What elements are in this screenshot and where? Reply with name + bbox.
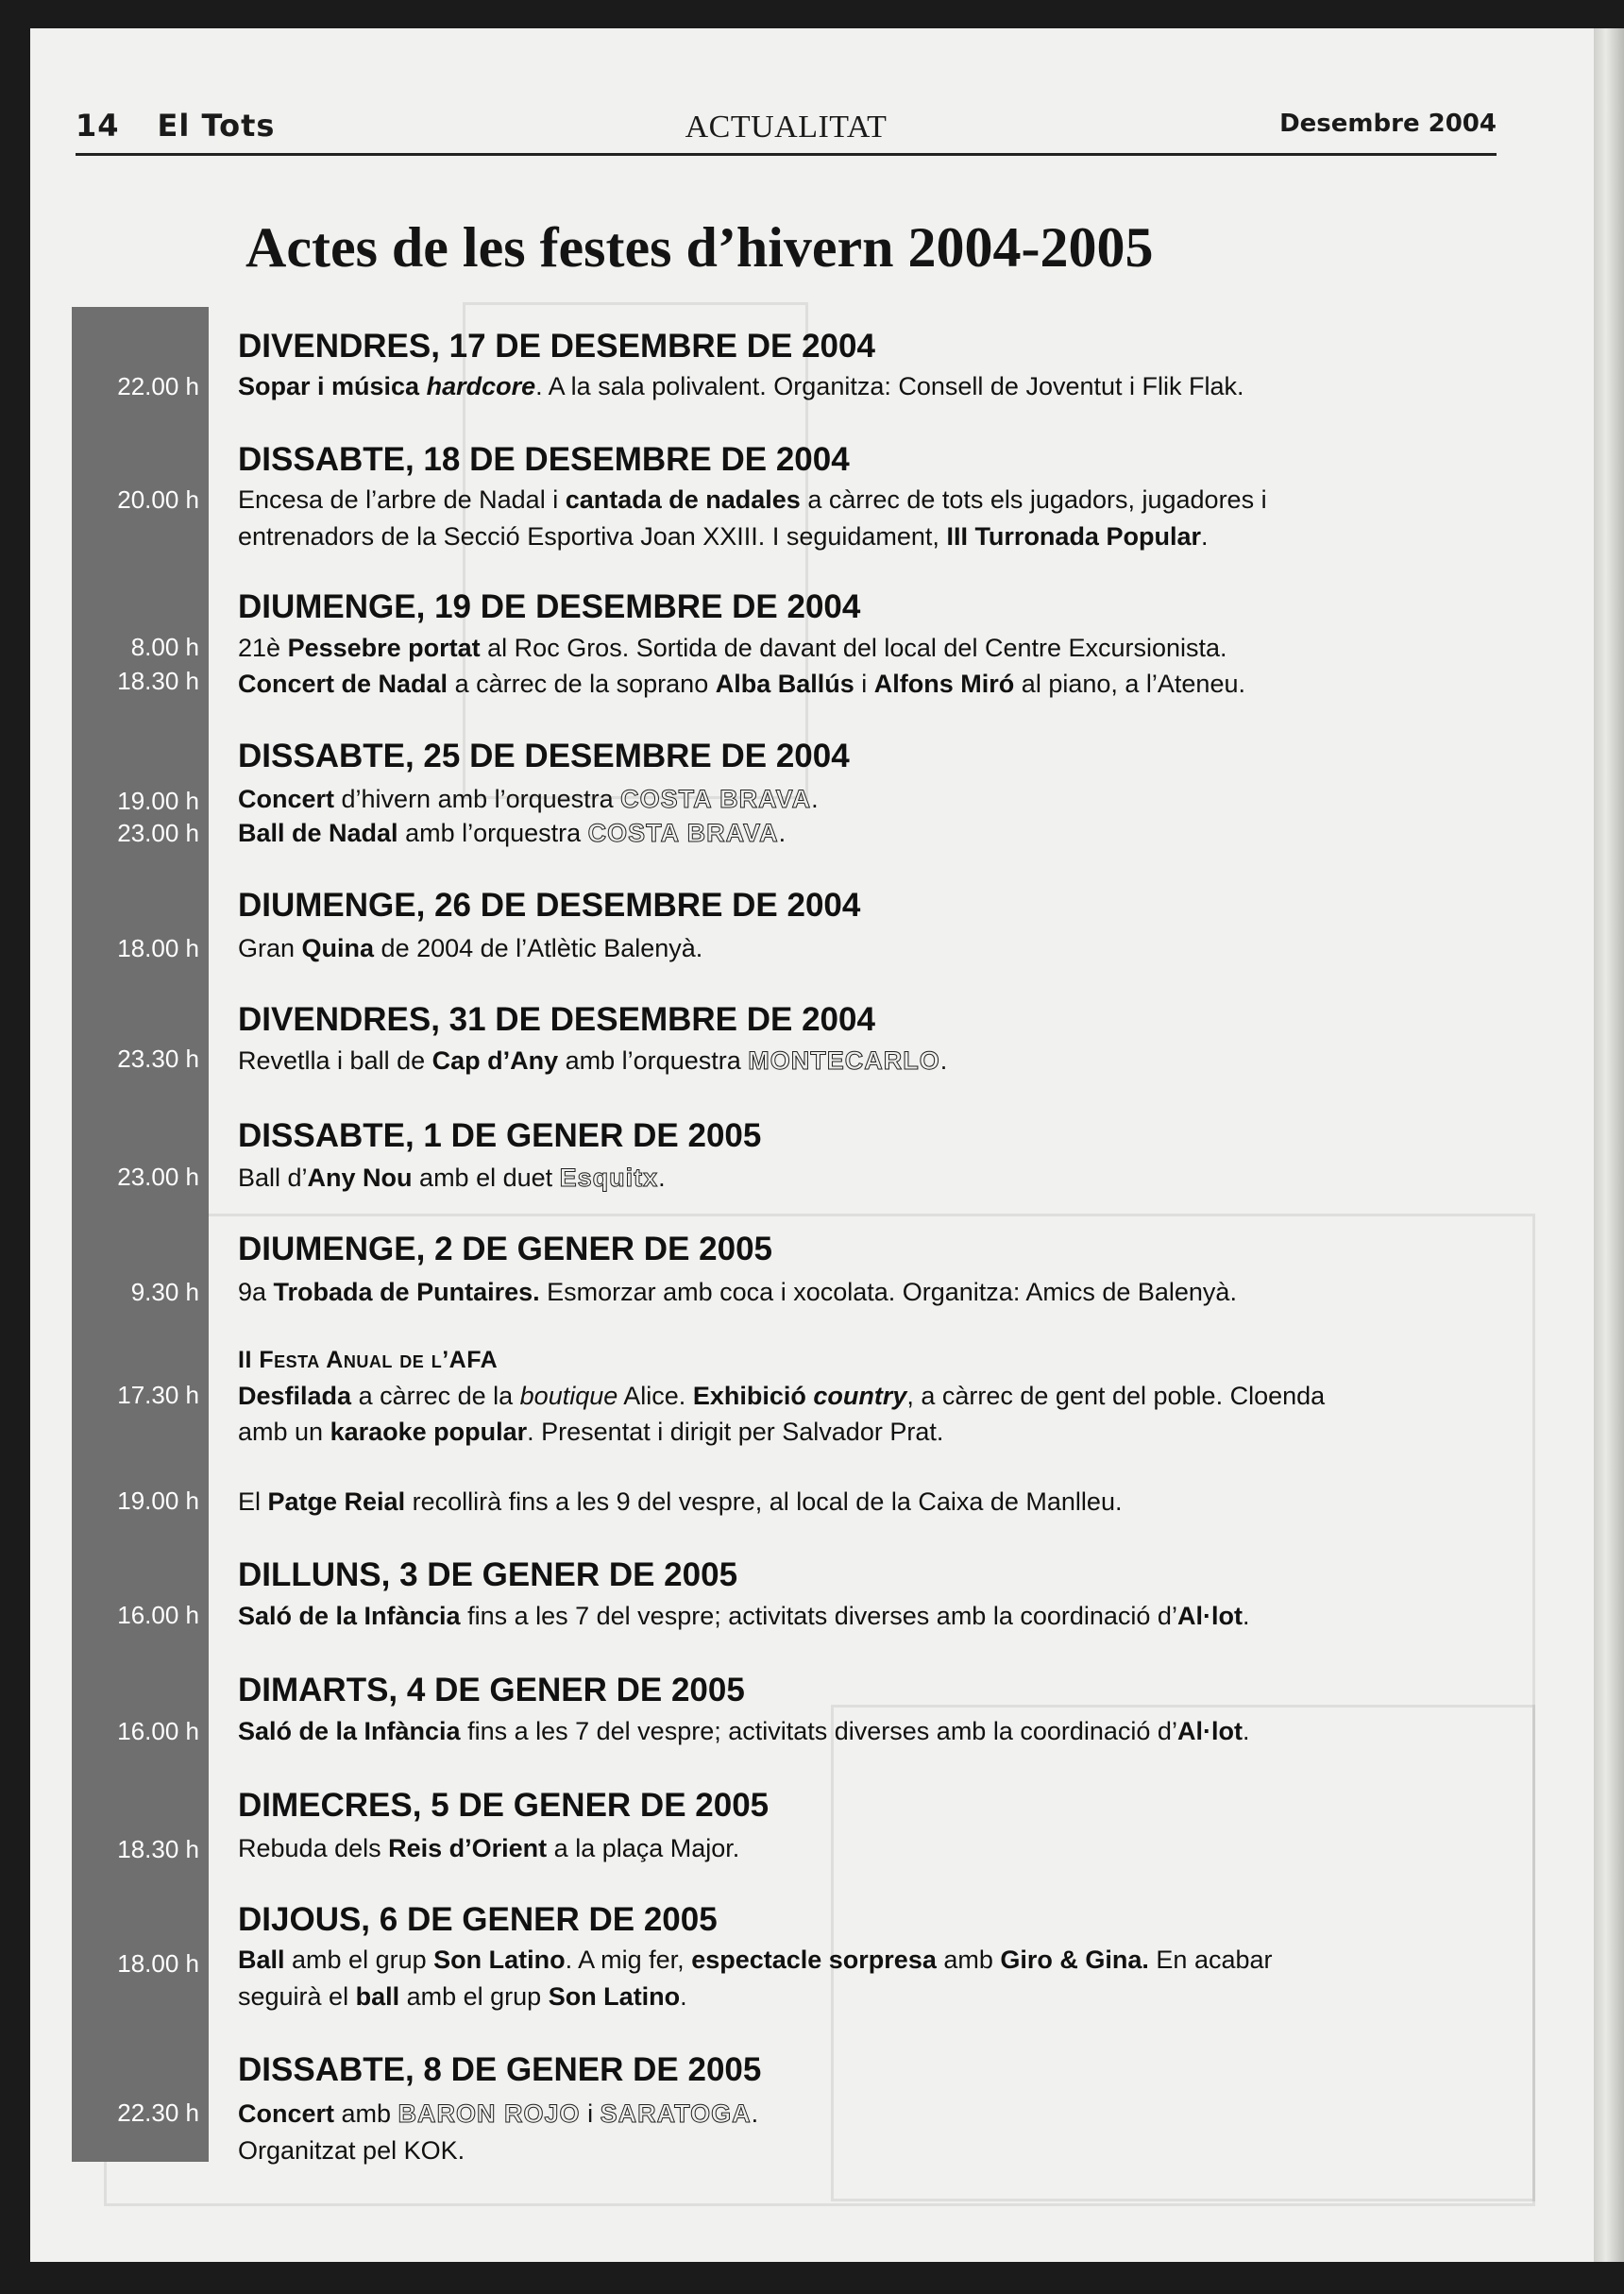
- event-line: Concert amb BARON ROJO i SARATOGA.: [238, 2099, 759, 2128]
- event-line: Rebuda dels Reis d’Orient a la plaça Major.: [238, 1834, 740, 1862]
- page-header: [76, 87, 1497, 156]
- event-line: Desfilada a càrrec de la boutique Alice. Exhibició country, a càrrec de gent del poble. Cloenda: [238, 1382, 1326, 1410]
- event-line: 21è Pessebre portat al Roc Gros. Sortida de davant del local del Centre Excursionista.: [238, 634, 1227, 662]
- event-time: 18.30 h: [117, 1835, 199, 1863]
- event-time: 20.00 h: [117, 485, 199, 514]
- event-time: 22.30 h: [117, 2099, 199, 2127]
- event-line: seguirà el ball amb el grup Son Latino.: [238, 1982, 687, 2011]
- event-day-heading: DIMARTS, 4 DE GENER DE 2005: [238, 1672, 745, 1708]
- event-line: Ball de Nadal amb l’orquestra COSTA BRAVA.: [238, 819, 787, 847]
- event-line: amb un karaoke popular. Presentat i dirigit per Salvador Prat.: [238, 1418, 944, 1446]
- event-time: 19.00 h: [117, 787, 199, 815]
- event-line: El Patge Reial recollirà fins a les 9 del vespre, al local de la Caixa de Manlleu.: [238, 1487, 1123, 1516]
- event-day-heading: DIUMENGE, 26 DE DESEMBRE DE 2004: [238, 887, 861, 924]
- page-edge: [1594, 28, 1624, 2262]
- event-day-heading: DISSABTE, 1 DE GENER DE 2005: [238, 1117, 762, 1154]
- page-number: 14: [76, 108, 120, 144]
- event-day-heading: DIVENDRES, 31 DE DESEMBRE DE 2004: [238, 1001, 875, 1038]
- publication-name: El Tots: [157, 108, 276, 144]
- event-line: Revetlla i ball de Cap d’Any amb l’orquestra MONTECARLO.: [238, 1046, 948, 1075]
- event-time: 16.00 h: [117, 1717, 199, 1745]
- event-time: 19.00 h: [117, 1487, 199, 1515]
- event-line: Concert d’hivern amb l’orquestra COSTA BRAVA.: [238, 785, 819, 813]
- event-line: Gran Quina de 2004 de l’Atlètic Balenyà.: [238, 934, 703, 962]
- event-subheading: II Festa Anual de l’AFA: [238, 1347, 499, 1373]
- event-time: 18.00 h: [117, 934, 199, 962]
- event-day-heading: DISSABTE, 8 DE GENER DE 2005: [238, 2051, 762, 2088]
- event-line: Sopar i música hardcore. A la sala polivalent. Organitza: Consell de Joventut i Flik Flak.: [238, 372, 1244, 400]
- event-day-heading: DIJOUS, 6 DE GENER DE 2005: [238, 1901, 718, 1938]
- event-line: 9a Trobada de Puntaires. Esmorzar amb coca i xocolata. Organitza: Amics de Balenyà.: [238, 1278, 1237, 1306]
- event-day-heading: DIMECRES, 5 DE GENER DE 2005: [238, 1787, 770, 1824]
- event-day-heading: DIUMENGE, 19 DE DESEMBRE DE 2004: [238, 588, 861, 625]
- event-line: Concert de Nadal a càrrec de la soprano Alba Ballús i Alfons Miró al piano, a l’Ateneu.: [238, 670, 1245, 698]
- event-time: 16.00 h: [117, 1601, 199, 1629]
- event-day-heading: DISSABTE, 18 DE DESEMBRE DE 2004: [238, 441, 850, 478]
- event-line: Saló de la Infància fins a les 7 del vespre; activitats diverses amb la coordinació d’Al·lot.: [238, 1717, 1250, 1745]
- event-line: Ball d’Any Nou amb el duet Esquitx.: [238, 1164, 666, 1192]
- event-time: 17.30 h: [117, 1381, 199, 1409]
- event-line: Saló de la Infància fins a les 7 del vespre; activitats diverses amb la coordinació d’Al·lot.: [238, 1602, 1250, 1630]
- event-day-heading: DIVENDRES, 17 DE DESEMBRE DE 2004: [238, 328, 875, 365]
- page-title: Actes de les festes d’hivern 2004-2005: [245, 216, 1154, 279]
- event-time: 23.00 h: [117, 819, 199, 847]
- event-time: 18.30 h: [117, 667, 199, 695]
- event-line: entrenadors de la Secció Esportiva Joan XXIII. I seguidament, III Turronada Popular.: [238, 522, 1209, 551]
- event-time: 23.30 h: [117, 1045, 199, 1073]
- event-time: 18.00 h: [117, 1949, 199, 1978]
- issue-date: Desembre 2004: [1279, 110, 1497, 138]
- event-line: Organitzat pel KOK.: [238, 2136, 465, 2165]
- event-line: Ball amb el grup Son Latino. A mig fer, espectacle sorpresa amb Giro & Gina. En acabar: [238, 1946, 1273, 1974]
- event-time: 23.00 h: [117, 1163, 199, 1191]
- event-time: 22.00 h: [117, 372, 199, 400]
- event-day-heading: DILLUNS, 3 DE GENER DE 2005: [238, 1556, 738, 1593]
- event-time: 9.30 h: [130, 1278, 199, 1306]
- event-day-heading: DIUMENGE, 2 DE GENER DE 2005: [238, 1231, 772, 1267]
- section-name: ACTUALITAT: [685, 110, 888, 144]
- time-column: [72, 307, 209, 2162]
- event-time: 8.00 h: [130, 633, 199, 661]
- event-day-heading: DISSABTE, 25 DE DESEMBRE DE 2004: [238, 738, 850, 774]
- event-line: Encesa de l’arbre de Nadal i cantada de nadales a càrrec de tots els jugadors, jugadores i: [238, 485, 1267, 514]
